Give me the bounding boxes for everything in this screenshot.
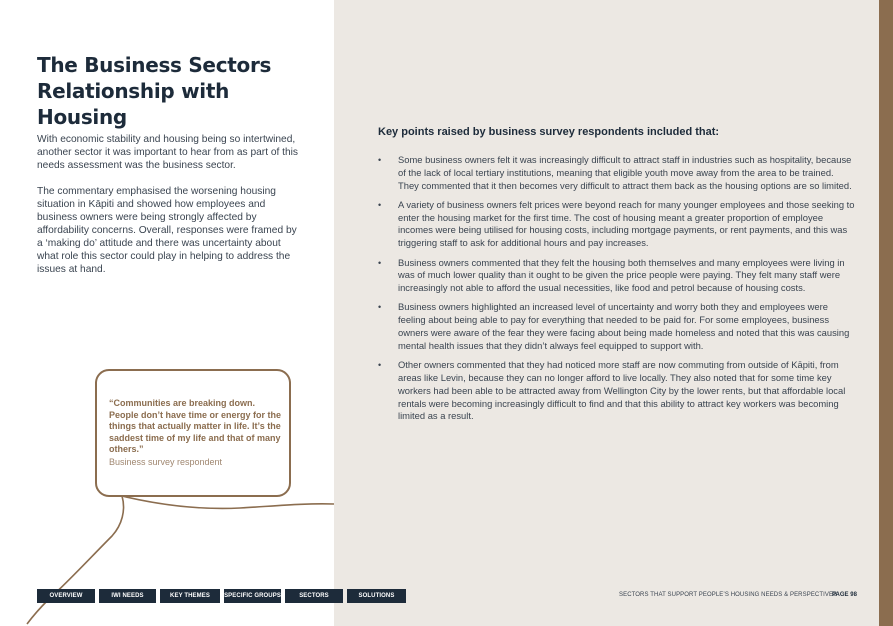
nav-overview-button[interactable]: OVERVIEW	[37, 589, 95, 603]
list-item	[378, 199, 856, 250]
bullet-icon: •	[378, 155, 382, 165]
page-title	[37, 52, 317, 130]
list-item-text: Business owners commented that they felt the housing both themselves and many employees were living in was of much lower quality than it ought to be given the price people were paying. They felt many staff were increasingly not able to afford the usual necessities, like food and petrol because of housing costs.	[398, 256, 845, 294]
bullet-icon: •	[378, 360, 382, 371]
list-item-text: Some business owners felt it was increasingly difficult to attract staff in industries such as hospitality, because of the lack of local tertiary institutions, meaning that eligible youth move away from the area to be trained. They commented that it then becomes very difficult to attract them back as the housing options are so limited.	[398, 154, 852, 191]
bullet-icon: •	[378, 199, 382, 210]
intro-paragraph-1: With economic stability and housing being so intertwined, another sector it was important to hear from as part of this needs assessment was the business sector.	[37, 134, 299, 171]
title-line-1: The Business Sectors	[37, 53, 272, 77]
section-nav	[37, 589, 406, 603]
key-points-heading: Key points raised by business survey respondents included that:	[378, 126, 720, 138]
list-item-text: Other owners commented that they had noticed more staff are now commuting from outside of Kāpiti, from areas like Levin, because they can no longer afford to live locally. They also noted that for some time key workers had been able to be attracted away from Wellington City by the lower rents, but that affordable local rentals were becoming increasingly difficult to find and that this ability to attract key workers was becoming limited as a result.	[398, 359, 846, 422]
list-item-text: Business owners highlighted an increased level of uncertainty and worry both they and employees were feeling about being able to pay for everything that needed to be paid for. For some employees, business owners were aware of the fear they were facing about being made homeless and noted that this was causing mental health issues that they didn’t always feel equipped to support with.	[398, 301, 850, 351]
list-item	[378, 359, 856, 423]
nav-solutions-button[interactable]: SOLUTIONS	[347, 589, 406, 603]
intro-text	[37, 133, 305, 276]
bullet-icon: •	[378, 302, 382, 313]
bullet-icon: •	[378, 257, 382, 268]
list-item	[378, 154, 856, 192]
footer-section-title: SECTORS THAT SUPPORT PEOPLE’S HOUSING NEEDS & PERSPECTIVES	[619, 592, 838, 598]
list-item	[378, 257, 856, 295]
list-item-text: A variety of business owners felt prices were beyond reach for many younger employees and those seeking to enter the housing market for the first time. The cost of housing meant a greater proportion of employee incomes were being utilised for housing costs, including mortgage payments, or rent payments, and this was triggering staff to ask for additional hours and pay increases.	[398, 198, 855, 249]
nav-sectors-button[interactable]: SECTORS	[285, 589, 343, 603]
quote-text: “Communities are breaking down. People don’t have time or energy for the things that actually matter in life. It’s the saddest time of my life and that of many others.”	[109, 398, 282, 454]
list-item	[378, 301, 856, 352]
nav-specific-groups-button[interactable]: SPECIFIC GROUPS	[224, 589, 281, 603]
quote-source: Business survey respondent	[109, 457, 223, 467]
key-points-list	[378, 154, 856, 430]
nav-iwi-needs-button[interactable]: IWI NEEDS	[99, 589, 156, 603]
title-line-2: Relationship with Housing	[37, 79, 230, 129]
edge-accent-strip	[879, 0, 893, 626]
intro-paragraph-2: The commentary emphasised the worsening housing situation in Kāpiti and showed how employees and business owners were being strongly affected by affordability concerns. Overall, responses were framed by a ‘making do’ attitude and there was uncertainty about what role this sector could play in helping to address the issues at hand.	[37, 186, 297, 275]
page-number: PAGE 98	[832, 592, 857, 598]
nav-key-themes-button[interactable]: KEY THEMES	[160, 589, 220, 603]
